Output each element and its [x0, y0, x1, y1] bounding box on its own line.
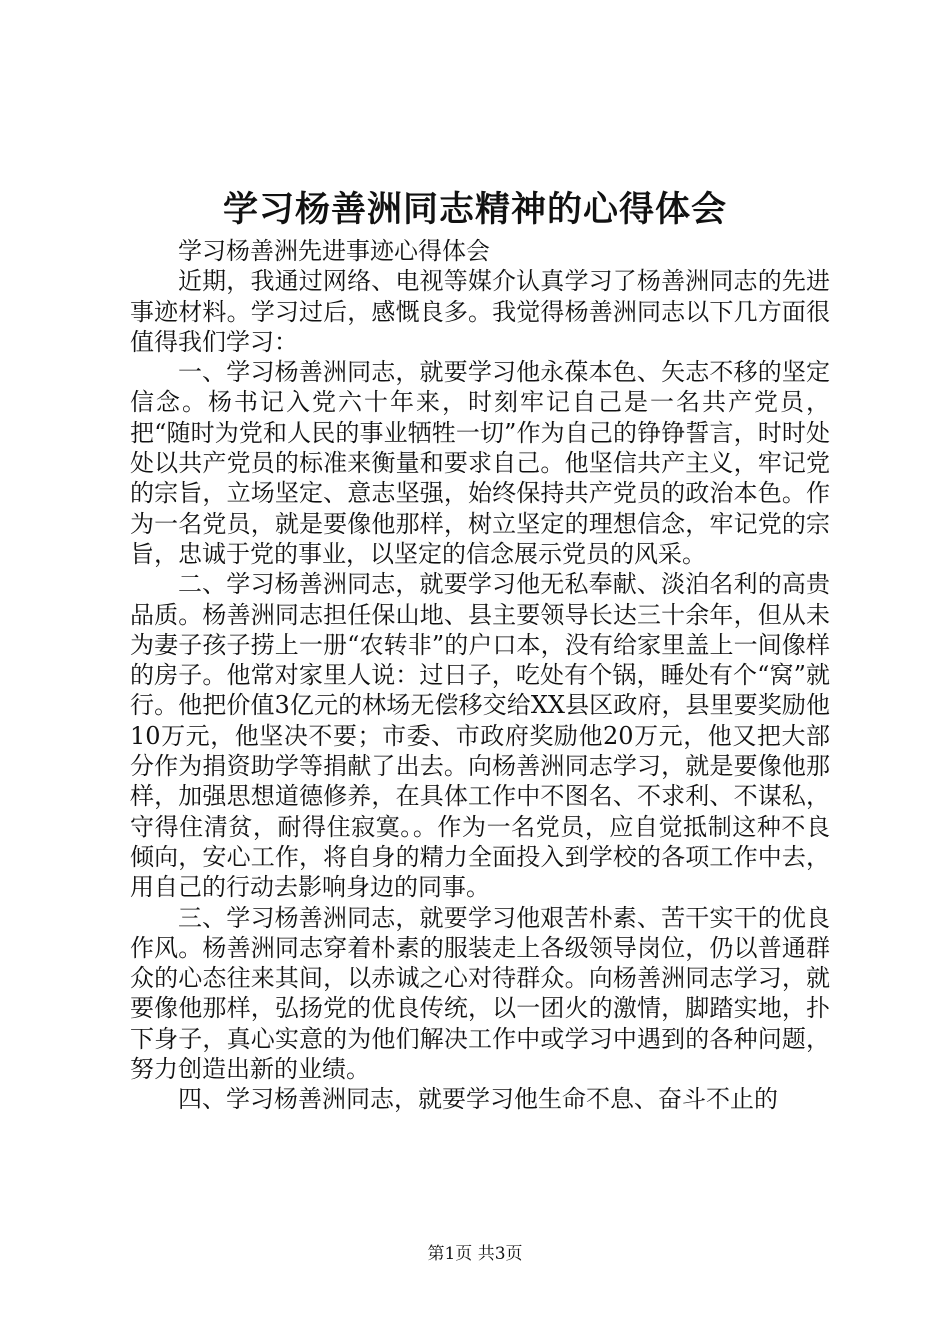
- point-three-paragraph: 三、学习杨善洲同志，就要学习他艰苦朴素、苦干实干的优良作风。杨善洲同志穿着朴素的服装走上各级领导岗位，仍以普通群众的心态往来其间，以赤诚之心对待群众。向杨善洲同志学习，就要像他那样，弘扬党的优良传统，以一团火的激情，脚踏实地，扑下身子，真心实意的为他们解决工作中或学习中遇到的各种问题，努力创造出新的业绩。: [130, 903, 830, 1084]
- point-two-paragraph: 二、学习杨善洲同志，就要学习他无私奉献、淡泊名利的高贵品质。杨善洲同志担任保山地、县主要领导长达三十余年，但从未为妻子孩子捞上一册“农转非”的户口本，没有给家里盖上一间像样的房子。他常对家里人说：过日子，吃处有个锅，睡处有个“窝”就行。他把价值3亿元的林场无偿移交给XX县区政府，县里要奖励他10万元，他坚决不要；市委、市政府奖励他20万元，他又把大部分作为捐资助学等捐献了出去。向杨善洲同志学习，就是要像他那样，加强思想道德修养，在具体工作中不图名、不求利、不谋私，守得住清贫，耐得住寂寞。。作为一名党员，应自觉抵制这种不良倾向，安心工作，将自身的精力全面投入到学校的各项工作中去，用自己的行动去影响身边的同事。: [130, 570, 830, 902]
- page-footer: 第1页 共3页: [427, 1244, 523, 1264]
- document-title: 学习杨善洲同志精神的心得体会: [222, 189, 727, 230]
- subtitle-paragraph: 学习杨善洲先进事迹心得体会: [178, 237, 490, 265]
- point-one-paragraph: 一、学习杨善洲同志，就要学习他永葆本色、矢志不移的坚定信念。杨书记入党六十年来，时刻牢记自己是一名共产党员，把“随时为党和人民的事业牺牲一切”作为自己的铮铮誓言，时时处处以共产党员的标准来衡量和要求自己。他坚信共产主义，牢记党的宗旨，立场坚定、意志坚强，始终保持共产党员的政治本色。作为一名党员，就是要像他那样，树立坚定的理想信念，牢记党的宗旨，忠诚于党的事业，以坚定的信念展示党员的风采。: [130, 358, 830, 568]
- intro-paragraph: 近期，我通过网络、电视等媒介认真学习了杨善洲同志的先进事迹材料。学习过后，感慨良多。我觉得杨善洲同志以下几方面很值得我们学习：: [130, 267, 830, 356]
- document-body: [130, 236, 830, 1115]
- point-four-paragraph: 四、学习杨善洲同志，就要学习他生命不息、奋斗不止的: [178, 1085, 778, 1114]
